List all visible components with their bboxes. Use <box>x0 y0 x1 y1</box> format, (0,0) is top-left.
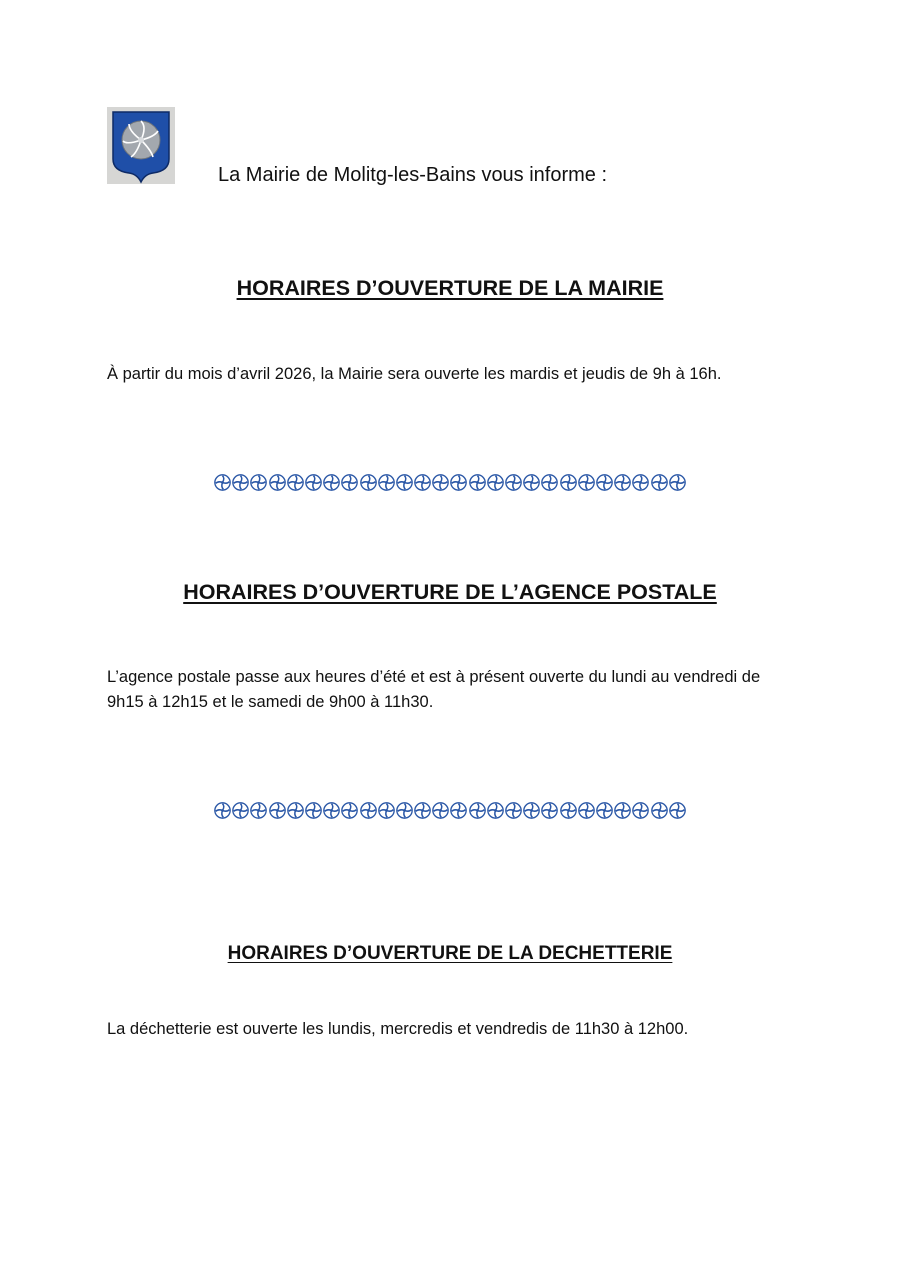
swirl-icon <box>669 802 686 819</box>
swirl-icon <box>596 802 613 819</box>
swirl-icon <box>487 802 504 819</box>
swirl-icon <box>250 802 267 819</box>
swirl-icon <box>614 802 631 819</box>
swirl-icon <box>269 802 286 819</box>
section-title-mairie: HORAIRES D’OUVERTURE DE LA MAIRIE <box>236 276 664 300</box>
swirl-icon <box>651 474 668 491</box>
swirl-icon <box>578 474 595 491</box>
section-text-mairie: À partir du mois d’avril 2026, la Mairie sera ouverte les mardis et jeudis de 9h à 16h. <box>107 365 722 383</box>
swirl-icon <box>578 802 595 819</box>
swirl-icon <box>250 474 267 491</box>
swirl-icon <box>305 474 322 491</box>
swirl-icon <box>505 474 522 491</box>
swirl-icon <box>232 474 249 491</box>
section-text-agence-postale: L’agence postale passe aux heures d’été et est à présent ouverte du lundi au vendredi de 9h15 à 12h15 et le samedi de 9h00 à 11h30. <box>107 668 761 711</box>
coat-of-arms-icon <box>107 107 175 184</box>
swirl-icon <box>432 474 449 491</box>
swirl-icon <box>469 802 486 819</box>
section-text-dechetterie: La déchetterie est ouverte les lundis, mercredis et vendredis de 11h30 à 12h00. <box>107 1020 689 1038</box>
swirl-icon <box>632 474 649 491</box>
swirl-separator <box>214 802 686 820</box>
section-title-agence-postale: HORAIRES D’OUVERTURE DE L’AGENCE POSTALE <box>183 580 717 604</box>
swirl-icon <box>560 474 577 491</box>
swirl-icon <box>341 474 358 491</box>
swirl-icon <box>323 474 340 491</box>
swirl-icon <box>378 474 395 491</box>
swirl-icon <box>651 802 668 819</box>
swirl-icon <box>469 474 486 491</box>
swirl-icon <box>287 802 304 819</box>
swirl-icon <box>487 474 504 491</box>
coat-of-arms-logo <box>107 107 175 184</box>
swirl-icon <box>323 802 340 819</box>
swirl-icon <box>414 474 431 491</box>
swirl-icon <box>505 802 522 819</box>
swirl-icon <box>414 802 431 819</box>
swirl-icon <box>341 802 358 819</box>
swirl-icon <box>614 474 631 491</box>
swirl-icon <box>396 474 413 491</box>
swirl-icon <box>596 474 613 491</box>
intro-text: La Mairie de Molitg-les-Bains vous informe : <box>218 164 608 186</box>
swirl-icon <box>214 802 231 819</box>
swirl-icon <box>396 802 413 819</box>
swirl-separator <box>214 474 686 492</box>
swirl-icon <box>523 802 540 819</box>
swirl-icon <box>360 474 377 491</box>
swirl-icon <box>360 802 377 819</box>
swirl-icon <box>214 474 231 491</box>
swirl-icon <box>541 802 558 819</box>
swirl-icon <box>232 802 249 819</box>
swirl-icon <box>305 802 322 819</box>
swirl-icon <box>432 802 449 819</box>
swirl-icon <box>287 474 304 491</box>
swirl-icon <box>450 802 467 819</box>
swirl-icon <box>632 802 649 819</box>
section-title-dechetterie: HORAIRES D’OUVERTURE DE LA DECHETTERIE <box>227 943 673 964</box>
swirl-icon <box>450 474 467 491</box>
swirl-icon <box>523 474 540 491</box>
swirl-icon <box>669 474 686 491</box>
swirl-icon <box>541 474 558 491</box>
swirl-icon <box>560 802 577 819</box>
swirl-icon <box>378 802 395 819</box>
swirl-icon <box>269 474 286 491</box>
